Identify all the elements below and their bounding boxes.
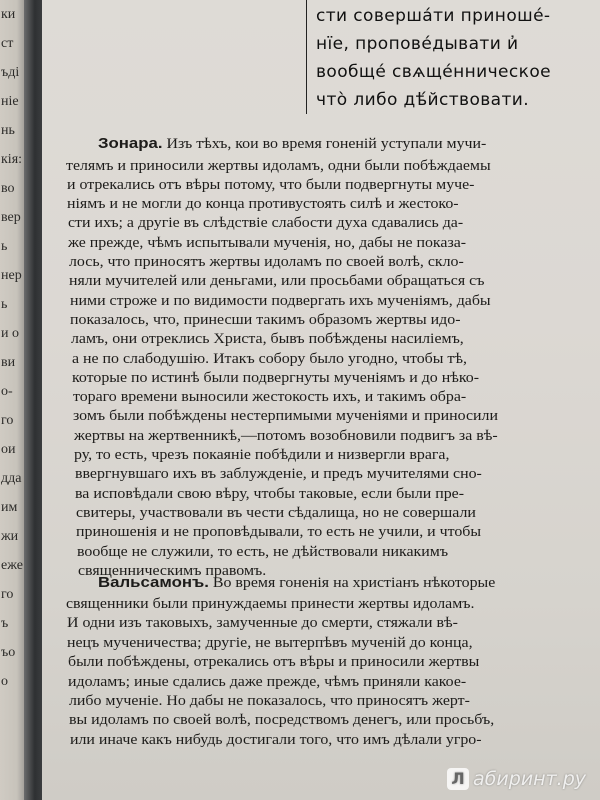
adjacent-page-fragment: нь bbox=[1, 123, 15, 138]
adjacent-page-fragment: ь bbox=[1, 239, 8, 254]
text-line: ва исповѣдали свою вѣру, чтобы таковые, если были пре- bbox=[75, 485, 465, 502]
labirint-watermark bbox=[447, 768, 586, 790]
text-line: лось, что приносятъ жертвы идоламъ по своей волѣ, скло- bbox=[68, 254, 464, 270]
adjacent-page-fragment: им bbox=[1, 500, 18, 515]
adjacent-page-fragment: о bbox=[1, 674, 8, 689]
text-line: ввергнувшаго ихъ въ заблужденіе, и предъ мучителями сно- bbox=[74, 466, 482, 483]
text-line: показалось, что, принесши такимъ образомъ жертвы идо- bbox=[70, 311, 461, 328]
adjacent-page-fragment: во bbox=[1, 181, 15, 196]
text-line: ними строже и по видимости подвергать ихъ мученіямъ, дабы bbox=[69, 292, 491, 309]
text-line: вообще не служили, то есть, не дѣйствовали никакимъ bbox=[77, 543, 449, 560]
text-line: И одни изъ таковыхъ, замученные до смерти, стяжали вѣ- bbox=[66, 615, 458, 632]
csl-line: сти соверша́ти приноше́- bbox=[316, 6, 551, 26]
text-line: нецъ мученичества; другіе, не вытерпѣвъ мученій до конца, bbox=[67, 634, 473, 651]
text-line: были побѣждены, отрекались отъ вѣры и приносили жертвы bbox=[67, 654, 479, 671]
adjacent-page-fragment: дда bbox=[1, 471, 22, 486]
text-line: телямъ и приносили жертвы идоламъ, одни были побѣждаемы bbox=[66, 157, 491, 174]
csl-line: что̀ либо дѣ́йствовати. bbox=[316, 90, 530, 110]
text-line: сти ихъ; а другіе въ слѣдствіе слабости духа сдавались да- bbox=[67, 215, 463, 232]
adjacent-page-fragment: ки bbox=[1, 7, 16, 22]
commentary-first-line bbox=[98, 575, 495, 590]
csl-line: вообще́ свѧще́нническое bbox=[316, 62, 551, 82]
adjacent-page-fragment: о- bbox=[1, 384, 13, 399]
adjacent-page-fragment: го bbox=[1, 413, 14, 428]
text-line: же прежде, чѣмъ испытывали мученія, но, дабы не показа- bbox=[68, 234, 467, 251]
adjacent-page-fragment: го bbox=[1, 587, 14, 602]
commentator-name: Зонара. bbox=[98, 135, 163, 152]
text-line: ру, то есть, чрезъ покаяніе побѣдили и низвергли врага, bbox=[74, 447, 450, 463]
adjacent-page-fragment: нер bbox=[1, 268, 22, 283]
adjacent-page-fragment: ь bbox=[1, 297, 8, 312]
text-line: или иначе какъ нибудь достигали того, что имъ дѣлали угро- bbox=[69, 731, 482, 748]
text-line: зомъ были побѣждены нестерпимыми мученіями и приносили bbox=[73, 408, 499, 425]
adjacent-page-fragment: кія: bbox=[1, 152, 23, 167]
text-line: свитеры, участвовали въ чести сѣдалища, но не совершали bbox=[75, 504, 476, 521]
adjacent-page-fragment: ъді bbox=[1, 65, 20, 80]
book-page bbox=[42, 0, 600, 800]
text-line: либо мученіе. Но дабы не показалось, что приносятъ жерт- bbox=[68, 693, 470, 709]
text-line: которые по истинѣ были подвергнуты мученіямъ и до нѣко- bbox=[72, 369, 480, 386]
adjacent-page-fragment: ои bbox=[1, 442, 16, 457]
text-line: няли мучителей или деньгами, или просьбами обращаться съ bbox=[69, 273, 485, 290]
commentator-name: Вальсамонъ. bbox=[98, 574, 209, 591]
text-line: священническимъ правомъ. bbox=[77, 562, 266, 579]
csl-line: нїе, пропове́дывати и҆ bbox=[316, 34, 519, 54]
adjacent-page-fragment: ъо bbox=[1, 645, 16, 660]
text-line: приношенія и не проповѣдывали, то есть не учили, и чтобы bbox=[76, 524, 482, 541]
labirint-logo-icon: Л bbox=[447, 768, 469, 790]
text-line: жертвы на жертвенникѣ,—потомъ возобновили подвигъ за вѣ- bbox=[73, 427, 498, 444]
vertical-rule bbox=[306, 0, 307, 114]
text-run: Во время гоненія на христіанъ нѣкоторые bbox=[208, 575, 496, 591]
adjacent-page-fragment: еже bbox=[1, 558, 23, 573]
text-line: священники были принуждаемы принести жертвы идоламъ. bbox=[66, 596, 475, 612]
adjacent-page-fragment: жи bbox=[1, 529, 19, 544]
text-line: ніямъ и не могли до конца противустоять силѣ и жестоко- bbox=[67, 196, 459, 213]
text-run: Изъ тѣхъ, кои во время гоненій уступали мучи- bbox=[162, 136, 487, 152]
adjacent-page-edge bbox=[0, 0, 24, 800]
adjacent-page-fragment: ъ bbox=[1, 616, 9, 631]
text-line: а не по слабодушію. Итакъ собору было угодно, чтобы тѣ, bbox=[71, 350, 467, 367]
text-line: ламъ, они отреклись Христа, бывъ побѣждены насиліемъ, bbox=[70, 331, 464, 348]
adjacent-page-fragment: ніе bbox=[1, 94, 19, 109]
adjacent-page-fragment: ст bbox=[1, 36, 14, 51]
text-line: идоламъ; иные сдались даже прежде, чѣмъ приняли какое- bbox=[68, 673, 467, 690]
church-slavonic-rule-text bbox=[306, 0, 600, 122]
adjacent-page-fragment: и о bbox=[1, 326, 19, 341]
book-gutter bbox=[24, 0, 42, 800]
adjacent-page-fragment: ви bbox=[1, 355, 16, 370]
watermark-text: абиринт.ру bbox=[473, 768, 586, 790]
text-line: и отрекались отъ вѣры потому, что были подвергнуты муче- bbox=[66, 176, 475, 193]
text-line: тораго времени выносили жестокость ихъ, и такимъ обра- bbox=[72, 389, 466, 406]
commentary-first-line bbox=[98, 136, 486, 151]
text-line: вы идоламъ по своей волѣ, посредствомъ денегъ, или просьбъ, bbox=[69, 712, 495, 729]
adjacent-page-fragment: вер bbox=[1, 210, 21, 225]
